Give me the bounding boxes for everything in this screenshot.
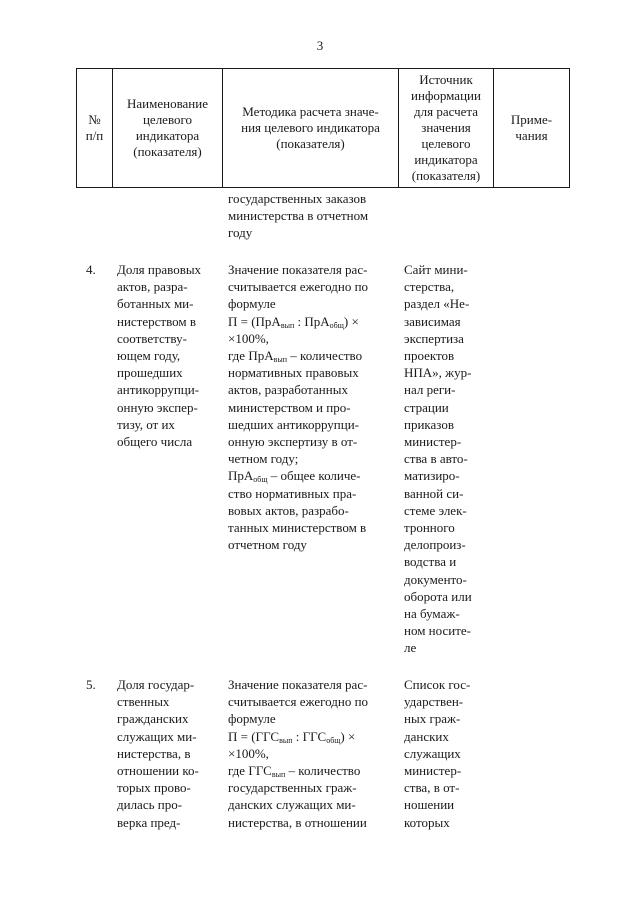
definition-text: – общее количе- ство нормативных пра- вовых актов, разрабо- танных министерством в отчетном году (228, 468, 367, 553)
row4-definition-1 (228, 348, 362, 466)
row4-indicator-name: Доля правовых актов, разра- ботанных ми- нистерством в соответству- ющем году, прошедших антикоррупци- онную экспер- тизу, от их общего числа (117, 262, 202, 450)
formula-part: : ГГС (292, 728, 327, 744)
row5-formula-line2: ×100%, (228, 745, 269, 761)
row4-method (228, 261, 368, 553)
formula-part: П = (ПрА (228, 313, 281, 329)
header-notes-column: Приме- чания (494, 69, 570, 188)
definition-term: где ПрА (228, 348, 274, 364)
row5-formula (228, 729, 355, 744)
formula-part: ) × (340, 728, 356, 744)
definition-term: где ГГС (228, 763, 272, 779)
formula-part: П = (ГГС (228, 728, 280, 744)
definition-subscript: общ (253, 475, 268, 485)
row4-method-line: считывается ежегодно по (228, 279, 369, 295)
formula-part: : ПрА (294, 313, 330, 329)
row4-formula-line2: ×100%, (228, 330, 269, 346)
row5-number: 5. (86, 677, 96, 692)
header-method-column: Методика расчета значе- ния целевого индикатора (показателя) (223, 69, 399, 188)
formula-subscript: вып (279, 735, 293, 745)
row5-method (228, 676, 368, 831)
definition-text: – количество нормативных правовых актов, разработанных министерством и про- шедших антикоррупци- онную экспертизу в от- четном году; (228, 348, 363, 467)
row5-definition-1 (228, 763, 367, 830)
row4-information-source: Сайт мини- стерства, раздел «Не- зависимая экспертиза проектов НПА», жур- нал реги- страции приказов министер- ства в авто- матизиро- ванной си- стеме элек- тронного делопроиз- водства и документо- оборота или на бумаж- ном носите- ле (404, 262, 472, 656)
header-indicator-name-column: Наименование целевого индикатора (показателя) (113, 69, 223, 188)
row4-number: 4. (86, 262, 96, 277)
table-header (76, 68, 570, 188)
formula-subscript: общ (329, 320, 344, 330)
row4-definition-2 (228, 468, 366, 552)
row5-method-line: формуле (228, 711, 276, 727)
row4-method-line: формуле (228, 296, 276, 312)
definition-term: ПрА (228, 468, 254, 484)
row5-method-line: Значение показателя рас- (228, 677, 368, 692)
header-number-column: № п/п (77, 69, 113, 188)
continuation-method-text: государственных заказов министерства в отчетном году (228, 191, 369, 241)
definition-subscript: вып (271, 770, 286, 780)
row4-method-line: Значение показателя рас- (228, 262, 368, 277)
definition-text: – количество государственных граж- данских служащих ми- нистерства, в отношении (228, 763, 367, 830)
row5-method-line: считывается ежегодно по (228, 694, 369, 710)
header-source-column: Источник информации для расчета значения целевого индикатора (показателя) (399, 69, 494, 188)
definition-subscript: вып (273, 355, 288, 365)
page-number: 3 (316, 38, 324, 53)
row4-formula (228, 314, 359, 329)
formula-subscript: вып (280, 320, 295, 330)
row5-indicator-name: Доля государ- ственных гражданских служащих ми- нистерства, в отношении ко- торых прово- дилась про- верка пред- (117, 677, 199, 830)
formula-subscript: общ (326, 735, 341, 745)
formula-part: ) × (343, 313, 359, 329)
row5-information-source: Список гос- ударствен- ных граж- данских служащих министер- ства, в от- ношении которых (404, 677, 471, 830)
